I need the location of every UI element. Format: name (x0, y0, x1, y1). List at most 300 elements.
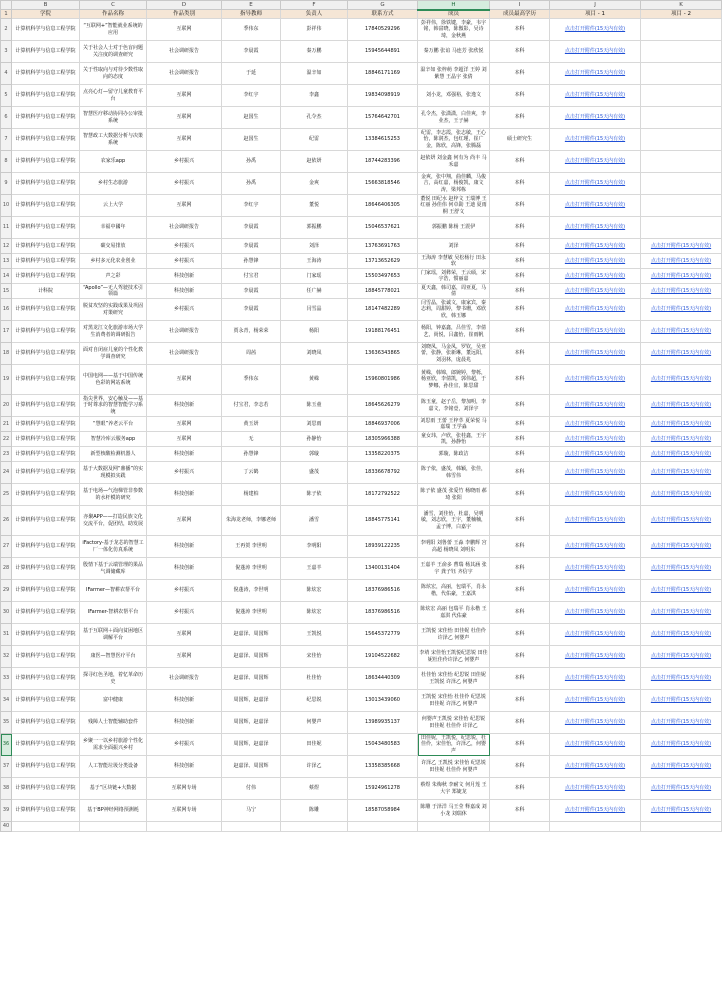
table-cell[interactable]: 计算机科学与信息工程学院 (12, 602, 80, 624)
table-cell[interactable]: 科技创新 (147, 447, 222, 462)
table-cell[interactable] (550, 822, 641, 832)
table-cell[interactable]: 新型核酸检测机器人 (80, 447, 147, 462)
table-cell[interactable]: 18939122235 (348, 536, 418, 558)
column-header[interactable]: F (281, 1, 348, 10)
table-cell[interactable]: 夏天鑫，韩司嘉，周亚夏，马倩 (418, 284, 490, 299)
table-cell[interactable]: 董悦 (281, 195, 348, 217)
table-cell[interactable]: 陈炫宏 高丽 包瑞平 肖永楷 王嘉淇 代佑豪 (418, 602, 490, 624)
row-number[interactable]: 27 (1, 536, 12, 558)
table-cell[interactable]: 18376986516 (348, 602, 418, 624)
table-cell[interactable]: 闫雪晶，张诚文，康家宾，秦志莉，周甜婷，黎书珊，邓欣欣，韩玉娜 (418, 299, 490, 321)
table-cell[interactable]: 科技创新 (147, 558, 222, 580)
table-cell[interactable]: 付伟 (222, 778, 281, 800)
table-cell[interactable]: 任广赫 (281, 284, 348, 299)
row-number[interactable]: 32 (1, 646, 12, 668)
table-cell[interactable] (418, 822, 490, 832)
table-cell[interactable]: 赵嘉泽、周国辉 (222, 624, 281, 646)
row-number[interactable]: 15 (1, 284, 12, 299)
header-cell[interactable]: 项目 - 2 (641, 10, 722, 19)
table-cell[interactable] (641, 822, 722, 832)
table-cell[interactable]: 赵嘉泽、周国辉 (222, 668, 281, 690)
table-cell[interactable]: 本科 (490, 690, 550, 712)
attachment-link[interactable]: 点击打开附件(15天内有效) (550, 41, 641, 63)
table-cell[interactable]: 互联网 (147, 195, 222, 217)
row-number[interactable]: 1 (1, 10, 12, 19)
table-cell[interactable]: 15924961278 (348, 778, 418, 800)
table-cell[interactable]: 18645626279 (348, 395, 418, 417)
table-cell[interactable]: 面对自闭症儿童的个性化教学调查研究 (80, 343, 147, 365)
table-cell[interactable]: 乡村振兴 (147, 239, 222, 254)
table-cell[interactable]: 社会调研报告 (147, 217, 222, 239)
attachment-link[interactable]: 点击打开附件(15天内有效) (641, 580, 722, 602)
table-cell[interactable]: 互联网 (147, 107, 222, 129)
attachment-link[interactable]: 点击打开附件(15天内有效) (550, 151, 641, 173)
table-cell[interactable]: 计算机科学与信息工程学院 (12, 536, 80, 558)
table-cell[interactable]: 计算机科学与信息工程学院 (12, 417, 80, 432)
table-cell[interactable]: 童女玮，卢欣，张桂鑫，王宇凯，孙静怡 (418, 432, 490, 447)
table-cell[interactable]: 计算机科学与信息工程学院 (12, 343, 80, 365)
table-cell[interactable]: 陈子依，盛茂，韩颖，张佳，韩雪伟 (418, 462, 490, 484)
table-cell[interactable]: 本科 (490, 734, 550, 756)
table-cell[interactable]: 无 (222, 432, 281, 447)
table-cell[interactable]: 王嘉羊 王俞多 曹瑞 杨其涵 张宇 龚子钰 齐信宇 (418, 558, 490, 580)
table-cell[interactable]: 王嘉羊 (281, 558, 348, 580)
table-cell[interactable]: 计算机科学与信息工程学院 (12, 85, 80, 107)
table-cell[interactable]: 乡村振兴 (147, 734, 222, 756)
table-cell[interactable]: 社会调研报告 (147, 321, 222, 343)
table-cell[interactable]: 丁云鹤 (222, 462, 281, 484)
table-cell[interactable]: 15043480583 (348, 734, 418, 756)
attachment-link[interactable]: 点击打开附件(15天内有效) (550, 365, 641, 395)
table-cell[interactable]: 计算机科学与信息工程学院 (12, 778, 80, 800)
table-cell[interactable]: 社会调研报告 (147, 41, 222, 63)
attachment-link[interactable]: 点击打开附件(15天内有效) (550, 239, 641, 254)
table-cell[interactable]: 13989935137 (348, 712, 418, 734)
table-cell[interactable] (641, 107, 722, 129)
table-cell[interactable]: 计算机科学与信息工程学院 (12, 484, 80, 506)
table-cell[interactable]: 关于性取向与对待少数性取向的态度 (80, 63, 147, 85)
table-cell[interactable]: 黄嵘 (281, 365, 348, 395)
table-cell[interactable]: 计算机科学与信息工程学院 (12, 712, 80, 734)
attachment-link[interactable]: 点击打开附件(15天内有效) (550, 63, 641, 85)
attachment-link[interactable]: 点击打开附件(15天内有效) (550, 646, 641, 668)
table-cell[interactable]: 本科 (490, 484, 550, 506)
table-cell[interactable]: 19104522682 (348, 646, 418, 668)
table-cell[interactable]: 互联网 (147, 646, 222, 668)
table-cell[interactable]: 季伟东 (222, 365, 281, 395)
table-cell[interactable]: 计算机科学与信息工程学院 (12, 756, 80, 778)
table-cell[interactable]: 15960801986 (348, 365, 418, 395)
table-cell[interactable]: 李鑫 (281, 85, 348, 107)
table-cell[interactable]: 科技创新 (147, 395, 222, 417)
row-number[interactable]: 9 (1, 173, 12, 195)
table-cell[interactable]: 社会调研报告 (147, 343, 222, 365)
attachment-link[interactable]: 点击打开附件(15天内有效) (550, 800, 641, 822)
table-cell[interactable]: 赵依妍 刘金鑫 何有为 尚丰 马禾嘉 (418, 151, 490, 173)
table-cell[interactable]: 孙慧锋 (222, 254, 281, 269)
row-number[interactable]: 8 (1, 151, 12, 173)
header-cell[interactable]: 负责人 (281, 10, 348, 19)
attachment-link[interactable]: 点击打开附件(15天内有效) (641, 447, 722, 462)
table-cell[interactable]: 计算机科学与信息工程学院 (12, 624, 80, 646)
table-cell[interactable]: 田佳妮，王凯悦，纪思锐，杜佳伶，宋佳怡，许泽乙，何婴声 (418, 734, 490, 756)
table-cell[interactable]: 门家瑶 (281, 269, 348, 284)
column-header[interactable]: E (222, 1, 281, 10)
table-cell[interactable] (490, 822, 550, 832)
table-cell[interactable]: 13763691763 (348, 239, 418, 254)
table-cell[interactable]: 朱海龙老师，李娜老师 (222, 506, 281, 536)
table-cell[interactable]: 本科 (490, 343, 550, 365)
table-cell[interactable]: 13400131404 (348, 558, 418, 580)
row-number[interactable]: 37 (1, 756, 12, 778)
row-number[interactable]: 19 (1, 365, 12, 395)
table-cell[interactable]: 计算机科学与信息工程学院 (12, 462, 80, 484)
table-cell[interactable]: 互联网 (147, 506, 222, 536)
table-cell[interactable]: IFarmer—智耕农帮平台 (80, 580, 147, 602)
table-cell[interactable]: 李明阳 刘鲁蕾 王淼 李鹏辉 宫高超 杨晓凤 刘明东 (418, 536, 490, 558)
table-cell[interactable]: 刘泽 (418, 239, 490, 254)
table-cell[interactable]: 本科 (490, 173, 550, 195)
row-number[interactable]: 2 (1, 19, 12, 41)
table-cell[interactable]: 基于互联网＋面向贫困地区调解平台 (80, 624, 147, 646)
table-cell[interactable]: 互联网 (147, 85, 222, 107)
attachment-link[interactable]: 点击打开附件(15天内有效) (550, 506, 641, 536)
table-cell[interactable]: 李晨霞 (222, 41, 281, 63)
column-header[interactable]: J (550, 1, 641, 10)
table-cell[interactable]: 温辛如 (281, 63, 348, 85)
table-cell[interactable]: 本科 (490, 41, 550, 63)
table-cell[interactable]: 郭振鹏 陈杨 王震伊 (418, 217, 490, 239)
table-cell[interactable] (12, 822, 80, 832)
table-cell[interactable]: “互联网+”智能就业系统的应用 (80, 19, 147, 41)
table-cell[interactable]: 孙静怡 (281, 432, 348, 447)
table-cell[interactable]: 陈玉童 (281, 395, 348, 417)
table-cell[interactable]: 18845775141 (348, 506, 418, 536)
table-cell[interactable]: 互联网专场 (147, 778, 222, 800)
table-cell[interactable]: 本科 (490, 756, 550, 778)
attachment-link[interactable]: 点击打开附件(15天内有效) (550, 778, 641, 800)
table-cell[interactable]: 互联网 (147, 624, 222, 646)
table-cell[interactable]: 富中健康 (80, 690, 147, 712)
table-cell[interactable]: 计算机科学与信息工程学院 (12, 107, 80, 129)
table-cell[interactable]: 潘雪 (281, 506, 348, 536)
table-cell[interactable]: 李晨霞 (222, 239, 281, 254)
attachment-link[interactable]: 点击打开附件(15天内有效) (550, 734, 641, 756)
row-number[interactable]: 36 (1, 734, 12, 756)
attachment-link[interactable]: 点击打开附件(15天内有效) (550, 217, 641, 239)
table-cell[interactable]: 亦聚APP——打造民族文化交流平台，促团结，助发展 (80, 506, 147, 536)
table-cell[interactable]: 对黑龙江文化旅游市场大学生消费者的调研报告 (80, 321, 147, 343)
table-cell[interactable]: 本科 (490, 417, 550, 432)
row-number[interactable]: 35 (1, 712, 12, 734)
table-cell[interactable]: 金爽 (281, 173, 348, 195)
table-cell[interactable]: 本科 (490, 321, 550, 343)
row-number[interactable]: 29 (1, 580, 12, 602)
table-cell[interactable]: 本科 (490, 107, 550, 129)
table-cell[interactable]: 孙禹 (222, 151, 281, 173)
table-cell[interactable]: 残障人士智能辅助套件 (80, 712, 147, 734)
attachment-link[interactable]: 点击打开附件(15天内有效) (641, 284, 722, 299)
table-cell[interactable]: 碳交易排放 (80, 239, 147, 254)
attachment-link[interactable]: 点击打开附件(15天内有效) (550, 484, 641, 506)
table-cell[interactable]: 关于社会人士对于色盲问题关注度的调查研究 (80, 41, 147, 63)
table-cell[interactable]: 计算机科学与信息工程学院 (12, 299, 80, 321)
row-number[interactable]: 7 (1, 129, 12, 151)
table-cell[interactable]: 倪蓬涛，李世明 (222, 580, 281, 602)
column-header[interactable]: B (12, 1, 80, 10)
table-cell[interactable]: 中国电网——基于中国传统色彩的网站系统 (80, 365, 147, 395)
attachment-link[interactable]: 点击打开附件(15天内有效) (641, 343, 722, 365)
table-cell[interactable]: 秦万鹏 (281, 41, 348, 63)
row-number[interactable]: 40 (1, 822, 12, 832)
table-cell[interactable]: 本科 (490, 800, 550, 822)
attachment-link[interactable]: 点击打开附件(15天内有效) (641, 712, 722, 734)
table-cell[interactable]: 脱贫攻坚的实践成果及巩固对策研究 (80, 299, 147, 321)
table-cell[interactable]: 计算机科学与信息工程学院 (12, 151, 80, 173)
table-cell[interactable]: 智慧医疗移动协同办公审批系统 (80, 107, 147, 129)
attachment-link[interactable]: 点击打开附件(15天内有效) (641, 269, 722, 284)
table-cell[interactable]: 田佳妮 (281, 734, 348, 756)
table-cell[interactable]: 互联网 (147, 19, 222, 41)
table-cell[interactable]: 王凯悦 宋佳怡 田佳妮 杜佳伶 许泽乙 何婴声 (418, 624, 490, 646)
table-cell[interactable] (641, 217, 722, 239)
attachment-link[interactable]: 点击打开附件(15天内有效) (641, 365, 722, 395)
table-cell[interactable]: 黄玉妍 (222, 417, 281, 432)
table-cell[interactable]: 互联网 (147, 129, 222, 151)
attachment-link[interactable]: 点击打开附件(15天内有效) (641, 395, 722, 417)
header-cell[interactable]: 成员 (418, 10, 490, 19)
table-cell[interactable]: 杨建柏 (222, 484, 281, 506)
table-cell[interactable]: 赵国生 (222, 107, 281, 129)
attachment-link[interactable]: 点击打开附件(15天内有效) (550, 602, 641, 624)
table-cell[interactable]: 郭璇 (281, 447, 348, 462)
table-cell[interactable]: 科技创新 (147, 690, 222, 712)
row-number[interactable]: 16 (1, 299, 12, 321)
table-cell[interactable] (222, 822, 281, 832)
row-number[interactable]: 26 (1, 506, 12, 536)
table-cell[interactable]: 本科 (490, 432, 550, 447)
table-cell[interactable]: 本科 (490, 506, 550, 536)
table-cell[interactable]: 李明阳 (281, 536, 348, 558)
table-cell[interactable]: 云上大学 (80, 195, 147, 217)
attachment-link[interactable]: 点击打开附件(15天内有效) (550, 395, 641, 417)
attachment-link[interactable]: 点击打开附件(15天内有效) (641, 417, 722, 432)
table-cell[interactable]: 孙禹 (222, 173, 281, 195)
table-cell[interactable]: 计算机科学与信息工程学院 (12, 690, 80, 712)
table-cell[interactable]: 于延 (222, 63, 281, 85)
table-cell[interactable]: 本科 (490, 254, 550, 269)
table-cell[interactable]: 潘雪，刘佳怡，杜嘉，吴明敏，刘志欣，王宇，董楠楠，孟子博，白嘉宇 (418, 506, 490, 536)
table-cell[interactable] (641, 195, 722, 217)
table-cell[interactable]: 13384615253 (348, 129, 418, 151)
header-cell[interactable]: 项目 - 1 (550, 10, 641, 19)
table-cell[interactable]: 孔令杰 (281, 107, 348, 129)
row-number[interactable]: 24 (1, 462, 12, 484)
table-cell[interactable]: 13358385668 (348, 756, 418, 778)
table-cell[interactable]: 乡村振兴 (147, 580, 222, 602)
table-cell[interactable]: 许泽乙 (281, 756, 348, 778)
table-cell[interactable]: 蔡煜 朱梅秋 李耐文 何月莲 王大宇 郑婕龙 (418, 778, 490, 800)
table-cell[interactable]: 本科 (490, 558, 550, 580)
attachment-link[interactable]: 点击打开附件(15天内有效) (550, 668, 641, 690)
table-cell[interactable]: 13636343865 (348, 343, 418, 365)
table-cell[interactable]: 本科 (490, 239, 550, 254)
table-cell[interactable]: 殷情下基于云端管理的果品气调储藏库 (80, 558, 147, 580)
attachment-link[interactable]: 点击打开附件(15天内有效) (550, 417, 641, 432)
table-cell[interactable]: 18305966388 (348, 432, 418, 447)
table-cell[interactable]: 互联网专场 (147, 800, 222, 822)
table-cell[interactable]: 计算机科学与信息工程学院 (12, 269, 80, 284)
attachment-link[interactable]: 点击打开附件(15天内有效) (641, 299, 722, 321)
table-cell[interactable]: 声之彩 (80, 269, 147, 284)
table-cell[interactable]: 赵依妍 (281, 151, 348, 173)
table-cell[interactable]: 闫雪晶 (281, 299, 348, 321)
table-cell[interactable]: 杜佳怡 (281, 668, 348, 690)
table-cell[interactable]: 李红宇 (222, 195, 281, 217)
table-cell[interactable]: 探寻红色圣地，着忆革命历史 (80, 668, 147, 690)
table-cell[interactable]: 赵嘉泽、周国辉 (222, 756, 281, 778)
table-cell[interactable]: 本科 (490, 536, 550, 558)
attachment-link[interactable]: 点击打开附件(15天内有效) (550, 173, 641, 195)
table-cell[interactable]: 19834098919 (348, 85, 418, 107)
column-header[interactable]: K (641, 1, 722, 10)
row-number[interactable]: 39 (1, 800, 12, 822)
table-cell[interactable]: 纪雷，李志霞，张志敏，王心怡，陈润杰，包红瑾，崔广金，陈欣，高锋，张腾磊 (418, 129, 490, 151)
table-cell[interactable]: 李晨霞 (222, 299, 281, 321)
table-cell[interactable]: 计算机科学与信息工程学院 (12, 558, 80, 580)
attachment-link[interactable]: 点击打开附件(15天内有效) (550, 432, 641, 447)
attachment-link[interactable]: 点击打开附件(15天内有效) (641, 668, 722, 690)
table-cell[interactable]: 本科 (490, 19, 550, 41)
table-cell[interactable]: 18587058984 (348, 800, 418, 822)
attachment-link[interactable]: 点击打开附件(15天内有效) (641, 756, 722, 778)
attachment-link[interactable]: 点击打开附件(15天内有效) (550, 462, 641, 484)
table-cell[interactable]: 15645372779 (348, 624, 418, 646)
table-cell[interactable]: 纪雷 (281, 129, 348, 151)
attachment-link[interactable]: 点击打开附件(15天内有效) (550, 690, 641, 712)
table-cell[interactable]: 秦万鹏 张谊 马连芳 张欣悦 (418, 41, 490, 63)
table-cell[interactable]: 本科 (490, 462, 550, 484)
table-cell[interactable]: 纪思锐 (281, 690, 348, 712)
header-cell[interactable]: 成员最高学历 (490, 10, 550, 19)
table-cell[interactable]: 贾永青，杨荣荣 (222, 321, 281, 343)
column-header[interactable]: D (147, 1, 222, 10)
table-cell[interactable]: 李红宇 (222, 85, 281, 107)
table-cell[interactable]: 王凯悦 宋佳怡 杜佳伶 纪思锐 田佳妮 许泽乙 何婴声 (418, 690, 490, 712)
table-cell[interactable]: 计算机科学与信息工程学院 (12, 321, 80, 343)
table-cell[interactable]: 本科 (490, 269, 550, 284)
table-cell[interactable]: 计算机科学与信息工程学院 (12, 239, 80, 254)
table-cell[interactable]: 杨阳 (281, 321, 348, 343)
attachment-link[interactable]: 点击打开附件(15天内有效) (641, 254, 722, 269)
table-cell[interactable]: 本科 (490, 85, 550, 107)
table-cell[interactable] (641, 85, 722, 107)
table-cell[interactable]: 19188176451 (348, 321, 418, 343)
row-number[interactable]: 30 (1, 602, 12, 624)
table-cell[interactable]: 互联网 (147, 417, 222, 432)
table-cell[interactable]: 何婴声 (281, 712, 348, 734)
table-cell[interactable]: 本科 (490, 151, 550, 173)
table-cell[interactable] (147, 822, 222, 832)
table-cell[interactable]: 计算机科学与信息工程学院 (12, 129, 80, 151)
attachment-link[interactable]: 点击打开附件(15天内有效) (641, 624, 722, 646)
table-cell[interactable]: 本科 (490, 395, 550, 417)
table-cell[interactable]: 本科 (490, 668, 550, 690)
attachment-link[interactable]: 点击打开附件(15天内有效) (550, 558, 641, 580)
attachment-link[interactable]: 点击打开附件(15天内有效) (641, 321, 722, 343)
table-cell[interactable]: 18336678792 (348, 462, 418, 484)
table-cell[interactable]: 18172792522 (348, 484, 418, 506)
table-cell[interactable]: 周国辉，赵嘉泽 (222, 712, 281, 734)
table-cell[interactable]: 王海涛 (281, 254, 348, 269)
table-cell[interactable]: 倪蓬涛 李世明 (222, 602, 281, 624)
table-cell[interactable]: 计算机科学与信息工程学院 (12, 41, 80, 63)
table-cell[interactable]: 王再贺 李世明 (222, 536, 281, 558)
table-cell[interactable]: 乡村振兴 (147, 602, 222, 624)
table-cell[interactable]: 马宁 (222, 800, 281, 822)
table-cell[interactable]: 门家瑶，刘彝荣，王云硕，宋宇浩，惯丽嘉 (418, 269, 490, 284)
attachment-link[interactable]: 点击打开附件(15天内有效) (550, 254, 641, 269)
table-cell[interactable]: 陈炫宏，高丽，包瑞平，肖永楷，代佑豪，王嘉淇 (418, 580, 490, 602)
table-cell[interactable]: 计算机科学与信息工程学院 (12, 195, 80, 217)
attachment-link[interactable]: 点击打开附件(15天内有效) (550, 536, 641, 558)
row-number[interactable]: 18 (1, 343, 12, 365)
table-cell[interactable] (641, 63, 722, 85)
table-cell[interactable]: 王凯悦 (281, 624, 348, 646)
table-cell[interactable]: IFarmer-智耕农帮平台 (80, 602, 147, 624)
table-cell[interactable]: 季伟东 (222, 19, 281, 41)
table-cell[interactable]: 18147482289 (348, 299, 418, 321)
header-cell[interactable]: 联系方式 (348, 10, 418, 19)
table-cell[interactable]: 13358220375 (348, 447, 418, 462)
table-cell[interactable]: 15046537621 (348, 217, 418, 239)
table-cell[interactable]: 15503497653 (348, 269, 418, 284)
table-cell[interactable]: 15945644891 (348, 41, 418, 63)
table-cell[interactable]: 本科 (490, 712, 550, 734)
row-number[interactable]: 25 (1, 484, 12, 506)
table-cell[interactable]: 陈子依 盛茂 张爱竹 杨晓雨 郝琦 张阳 (418, 484, 490, 506)
row-number[interactable]: 12 (1, 239, 12, 254)
table-cell[interactable]: 陈玉童，赵子岳，黎加明，李嘉文，李铭壹，刘泽宇 (418, 395, 490, 417)
attachment-link[interactable]: 点击打开附件(15天内有效) (641, 239, 722, 254)
table-cell[interactable]: 基于大数据及网“鼎播”的实现模拟实践 (80, 462, 147, 484)
table-cell[interactable]: 宋佳怡 (281, 646, 348, 668)
table-cell[interactable]: 农家乐app (80, 151, 147, 173)
table-cell[interactable]: 李晨霞 (222, 284, 281, 299)
table-cell[interactable]: 计算机科学与信息工程学院 (12, 646, 80, 668)
row-number[interactable]: 23 (1, 447, 12, 462)
table-cell[interactable]: 计算机科学与信息工程学院 (12, 217, 80, 239)
table-cell[interactable]: 科技创新 (147, 284, 222, 299)
attachment-link[interactable]: 点击打开附件(15天内有效) (550, 299, 641, 321)
attachment-link[interactable]: 点击打开附件(15天内有效) (550, 712, 641, 734)
attachment-link[interactable]: 点击打开附件(15天内有效) (550, 447, 641, 462)
row-number[interactable]: 14 (1, 269, 12, 284)
attachment-link[interactable]: 点击打开附件(15天内有效) (550, 129, 641, 151)
attachment-link[interactable]: 点击打开附件(15天内有效) (550, 580, 641, 602)
column-header[interactable]: G (348, 1, 418, 10)
table-cell[interactable]: 黄嵘，韩锦，郎婉婷，黎栎，杨亚欣，李倩凯，郭伟超，于梦娜，孙佳宜，陈思甜 (418, 365, 490, 395)
column-header[interactable]: H (418, 1, 490, 10)
table-cell[interactable]: 智慧冷库云服务app (80, 432, 147, 447)
table-cell[interactable]: 孔令杰，张潇潇，白佳爽，李业杰，王子赫 (418, 107, 490, 129)
table-cell[interactable]: 科技创新 (147, 484, 222, 506)
table-cell[interactable]: 13713652629 (348, 254, 418, 269)
table-cell[interactable]: 郭振鹏 (281, 217, 348, 239)
row-number[interactable]: 6 (1, 107, 12, 129)
table-cell[interactable]: 付宝君，李志若 (222, 395, 281, 417)
table-cell[interactable]: 18634440309 (348, 668, 418, 690)
